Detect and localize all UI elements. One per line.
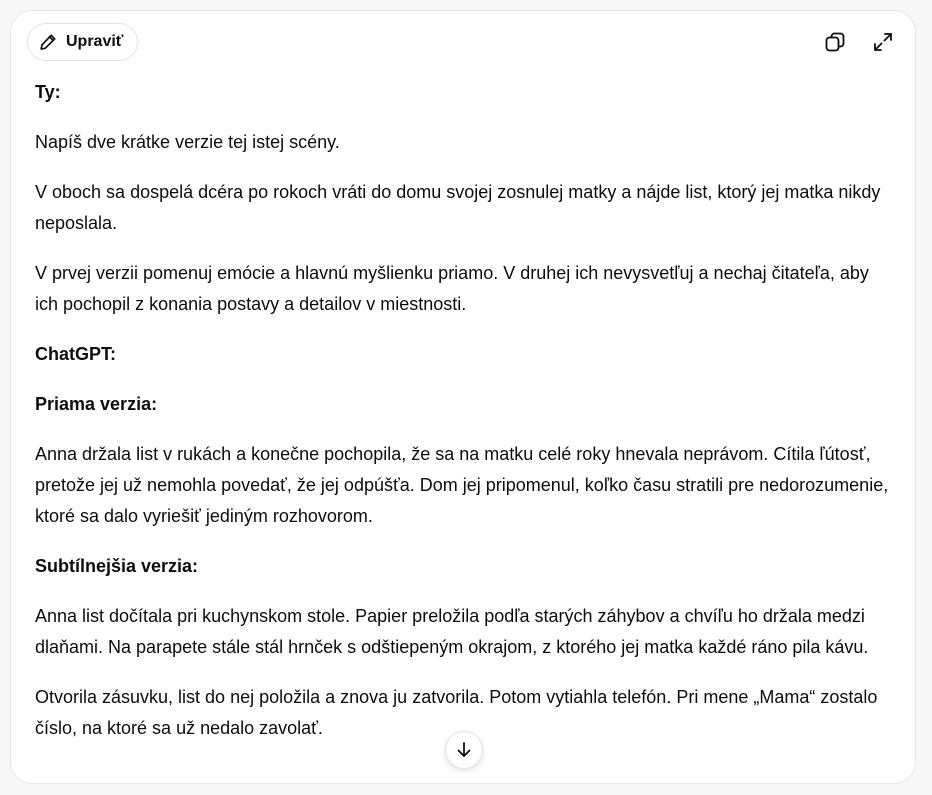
arrow-down-icon bbox=[454, 740, 474, 760]
expand-icon[interactable] bbox=[870, 29, 896, 55]
document-canvas bbox=[10, 10, 916, 784]
section-heading: ChatGPT: bbox=[35, 344, 116, 364]
edit-button-label: Upraviť bbox=[66, 33, 124, 50]
section-heading: Ty: bbox=[35, 82, 61, 102]
paragraph: Anna držala list v rukách a konečne pochopila, že sa na matku celé roky hnevala neprávom. Cítila ľútosť, pretože jej už nemohla povedať, že jej odpúšťa. Dom jej pripomenul, koľko času stratili pre nedorozumenie, ktoré sa dalo vyriešiť jediným rozhovorom. bbox=[35, 444, 889, 526]
paragraph: Otvorila zásuvku, list do nej položila a znova ju zatvorila. Potom vytiahla telefón. Pri mene „Mama“ zostalo číslo, na ktoré sa už nedalo zavolať. bbox=[35, 687, 878, 738]
paragraph: V oboch sa dospelá dcéra po rokoch vráti do domu svojej zosnulej matky a nájde list, ktorý jej matka nikdy neposlala. bbox=[35, 182, 881, 233]
paragraph: Napíš dve krátke verzie tej istej scény. bbox=[35, 132, 340, 152]
section-heading: Subtílnejšia verzia: bbox=[35, 556, 199, 576]
edit-button[interactable] bbox=[27, 23, 138, 61]
document-body bbox=[35, 77, 895, 763]
paragraph: V prvej verzii pomenuj emócie a hlavnú myšlienku priamo. V druhej ich nevysvetľuj a nechaj čitateľa, aby ich pochopil z konania postavy a detailov v miestnosti. bbox=[35, 263, 869, 314]
copy-icon[interactable] bbox=[822, 29, 848, 55]
scroll-down-button[interactable] bbox=[445, 731, 483, 769]
paragraph: Anna list dočítala pri kuchynskom stole. Papier preložila podľa starých záhybov a chvíľu ho držala medzi dlaňami. Na parapete stále stál hrnček s odštiepeným okrajom, z ktorého jej matka každé ráno pila kávu. bbox=[35, 606, 869, 657]
section-heading: Priama verzia: bbox=[35, 394, 158, 414]
pencil-icon bbox=[38, 32, 58, 52]
